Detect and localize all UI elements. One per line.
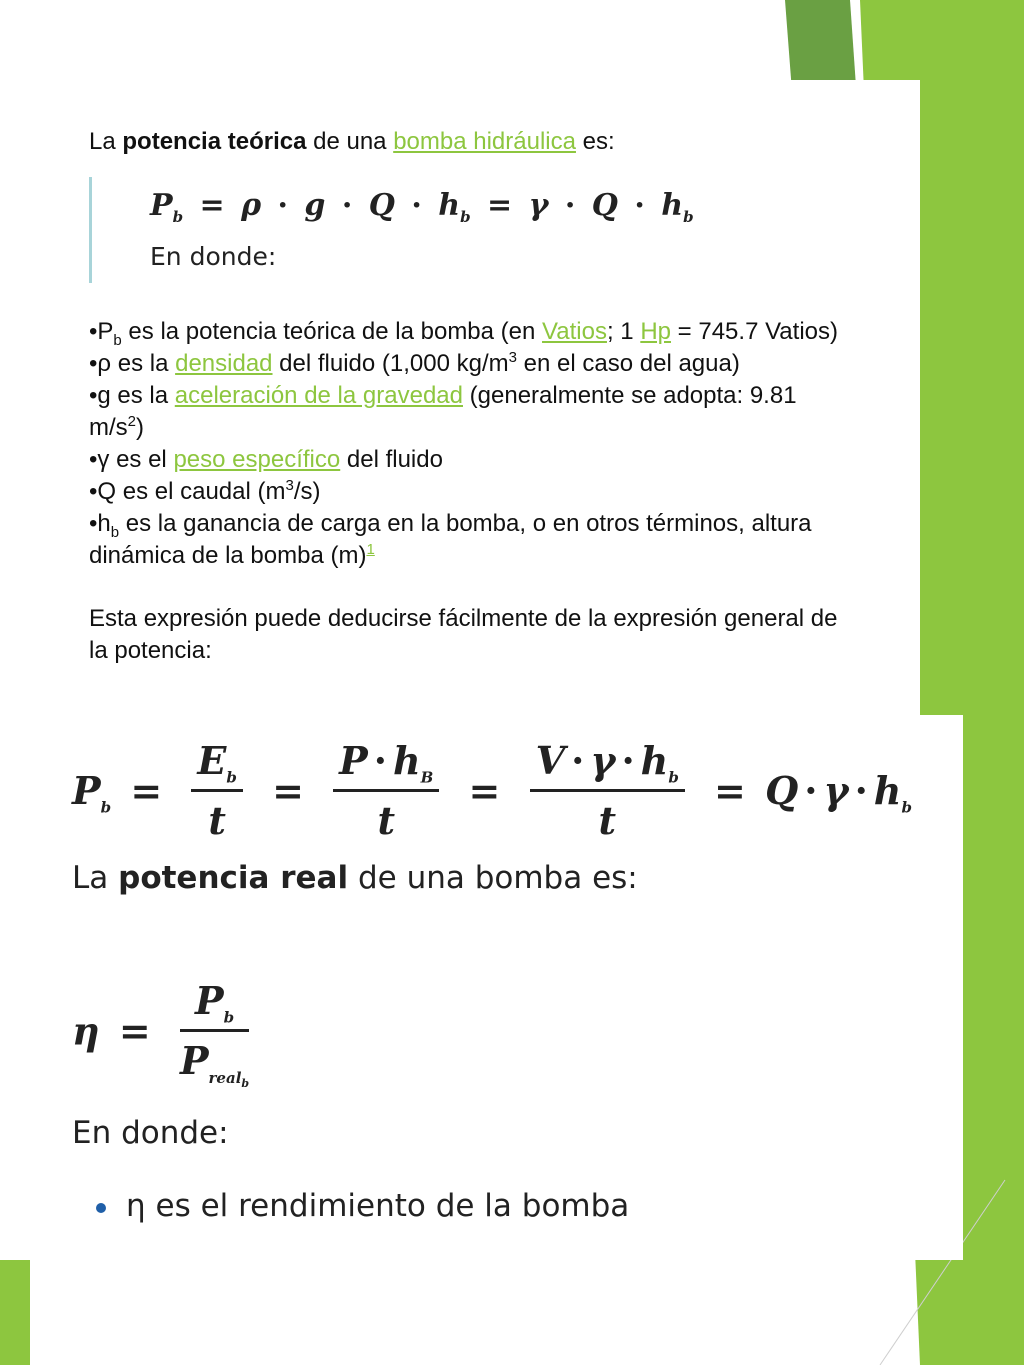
def-pb-text: ; 1 [606, 318, 641, 345]
f1-gamma: γ [528, 188, 549, 223]
real-text-end: de una bomba es: [348, 860, 638, 896]
f2-P: P [72, 768, 101, 813]
f3-fraction [179, 978, 250, 1090]
def-q [89, 476, 919, 508]
f2-den: t [598, 798, 616, 843]
def-gamma-lead: •γ es el [89, 446, 174, 473]
f3-sub: b [223, 1008, 235, 1027]
formula1-bar [89, 177, 92, 283]
bullet-dot-icon [96, 1203, 106, 1213]
def-rho-text: en el caso del agua) [517, 350, 740, 377]
f1-g: g [304, 188, 326, 223]
f2-h: h [640, 738, 669, 783]
definitions-list [89, 316, 919, 572]
f2-E: E [197, 738, 227, 783]
f2-fraction-1 [191, 738, 242, 843]
f3-eq: = [118, 1008, 151, 1054]
content-card-bottom-left [30, 1255, 670, 1365]
def-g-lead: •g es la [89, 382, 175, 409]
reference-link[interactable]: 1 [366, 541, 375, 558]
def-hb [89, 508, 919, 540]
def-g-text: (generalmente se adopta: 9.81 [462, 382, 797, 409]
f1-dot: · [564, 188, 576, 223]
def-rho-lead: •ρ es la [89, 350, 176, 377]
def-rho-text: del fluido (1,000 kg/m [272, 350, 509, 377]
def-g-text: ) [136, 414, 145, 441]
f3-subsub: b [241, 1076, 250, 1090]
f2-gamma: γ [823, 768, 849, 813]
f1-dot: · [411, 188, 422, 223]
f2-eq: = [272, 768, 304, 813]
def-g-text: m/s [89, 414, 128, 441]
def-g [89, 380, 919, 412]
intro-text-end: es: [575, 128, 615, 155]
intro-line [89, 126, 615, 158]
f1-eq: = [199, 188, 225, 223]
bomba-hidraulica-link[interactable]: bomba hidráulica [393, 128, 576, 155]
potencia-real-line [72, 860, 638, 896]
def-pb-text: = 745.7 Vatios) [671, 318, 838, 345]
f1-dot: · [634, 188, 645, 223]
f1-Q: Q [591, 188, 618, 223]
f2-num [333, 738, 439, 792]
def-hb-text: es la ganancia de carga en la bomba, o en otros términos, altura [119, 510, 812, 537]
en-donde-1: En donde: [150, 242, 277, 271]
formula2 [72, 738, 912, 843]
f3-eta: η [72, 1008, 100, 1054]
f1-sub-b: b [172, 208, 184, 226]
en-donde-2: En donde: [72, 1115, 229, 1151]
def-q-text: /s) [293, 478, 321, 505]
def-pb-text: es la potencia teórica de la bomba (en [121, 318, 543, 345]
f2-gamma: γ [590, 738, 616, 783]
f2-num [530, 738, 685, 792]
f2-V: V [535, 738, 566, 783]
def-q-lead: •Q es el caudal (m [89, 478, 286, 505]
f2-Q: Q [765, 768, 799, 813]
f1-dot: · [341, 188, 353, 223]
def-pb [89, 316, 919, 348]
aceleracion-gravedad-link[interactable]: aceleración de la gravedad [174, 382, 463, 409]
f1-h: h [438, 188, 461, 223]
real-text: La [72, 860, 119, 896]
f2-sub: b [901, 798, 912, 817]
f1-eq: = [487, 188, 513, 223]
densidad-link[interactable]: densidad [175, 350, 273, 377]
intro-text: La [89, 128, 123, 155]
f2-sub: b [226, 768, 237, 787]
f2-dot: · [804, 768, 818, 813]
def-g-cont [89, 412, 919, 444]
expression-paragraph [89, 603, 929, 667]
paragraph-line: Esta expresión puede deducirse fácilmente de la expresión general de [89, 605, 838, 632]
f2-P: P [339, 738, 368, 783]
def-hb-cont [89, 540, 919, 572]
f3-P: P [194, 978, 224, 1023]
intro-bold: potencia teórica [122, 128, 307, 155]
f3-P: P [179, 1038, 209, 1083]
def-gamma-text: del fluido [340, 446, 443, 473]
f1-sub-b: b [460, 208, 471, 226]
def-rho [89, 348, 919, 380]
def-rho-sup: 3 [508, 349, 517, 366]
def-pb-lead: •P [89, 318, 114, 345]
def-hb-lead: •h [89, 510, 111, 537]
f2-num [191, 738, 242, 792]
intro-text-mid: de una [306, 128, 394, 155]
f1-sub-b: b [683, 208, 694, 226]
f3-num [180, 978, 249, 1032]
f2-dot: · [373, 738, 387, 783]
peso-especifico-link[interactable]: peso específico [173, 446, 341, 473]
formula3 [72, 978, 259, 1090]
f3-den [179, 1032, 250, 1090]
f1-rho: ρ [241, 188, 262, 223]
def-hb-text: dinámica de la bomba (m) [89, 542, 367, 569]
f2-eq: = [714, 768, 746, 813]
f1-P: P [150, 188, 173, 223]
def-g-sup: 2 [127, 413, 137, 430]
f2-fraction-2 [333, 738, 439, 843]
f2-dot: · [854, 768, 868, 813]
f2-den: t [208, 798, 226, 843]
f2-h: h [392, 738, 421, 783]
def-hb-sub: b [110, 523, 120, 541]
formula1 [150, 188, 694, 226]
def-pb-sub: b [113, 331, 122, 349]
f3-sub-real: real [208, 1068, 242, 1087]
f2-h: h [873, 768, 902, 813]
f2-eq: = [130, 768, 163, 813]
f2-sub: b [100, 798, 112, 817]
bullet-eta-text: η es el rendimiento de la bomba [126, 1188, 630, 1224]
bullet-eta [96, 1188, 629, 1224]
def-gamma [89, 444, 919, 476]
f1-Q: Q [368, 188, 395, 223]
f1-dot: · [277, 188, 288, 223]
def-q-sup: 3 [285, 477, 294, 494]
f2-sub: B [420, 768, 434, 787]
f2-den: t [377, 798, 396, 843]
f2-fraction-3 [530, 738, 685, 843]
hp-link[interactable]: Hp [640, 318, 671, 345]
content-card-top-strip [0, 0, 785, 80]
real-bold: potencia real [118, 860, 349, 896]
paragraph-line: la potencia: [89, 637, 212, 664]
f2-sub: b [668, 768, 679, 787]
vatios-link[interactable]: Vatios [542, 318, 607, 345]
f2-dot: · [621, 738, 635, 783]
f2-dot: · [571, 738, 585, 783]
f2-eq: = [468, 768, 501, 813]
f1-h: h [661, 188, 684, 223]
